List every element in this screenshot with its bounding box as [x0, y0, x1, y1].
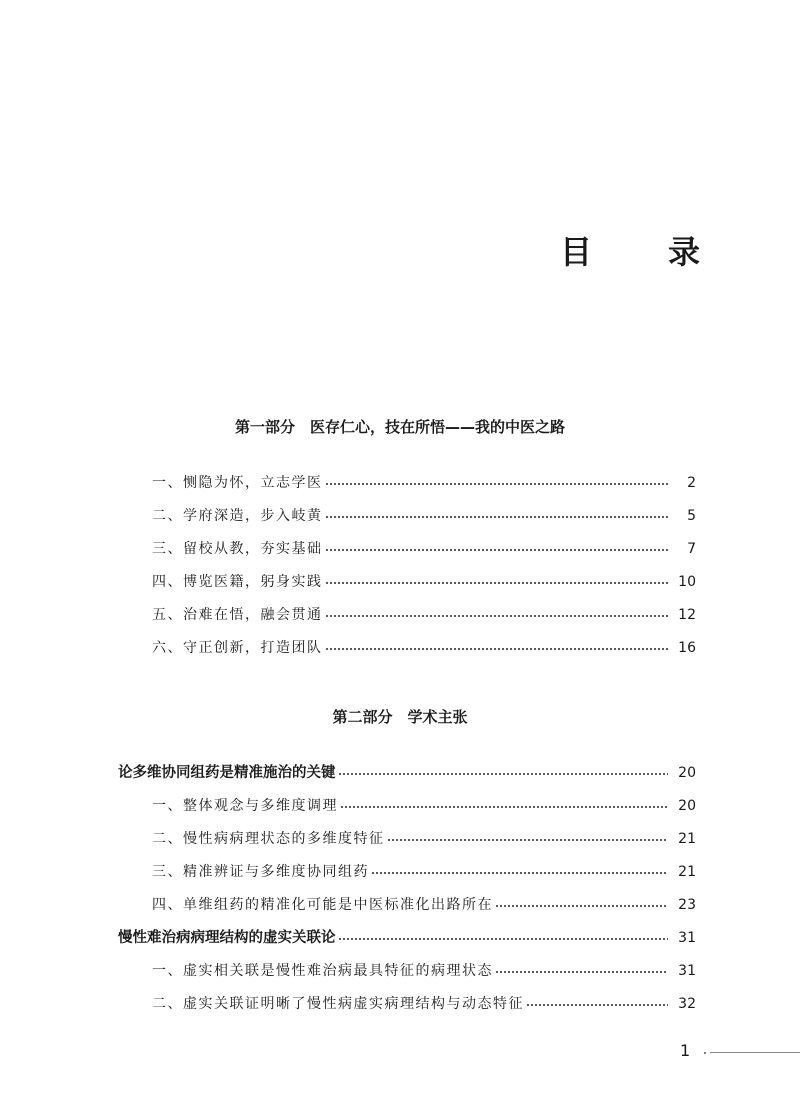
toc-entry[interactable]: [152, 472, 696, 494]
toc-entry-page: 31: [678, 930, 696, 946]
toc-entry-title: 四、博览医籍，躬身实践: [152, 574, 323, 590]
toc-entry-page: 21: [678, 831, 696, 847]
toc-entry[interactable]: [152, 861, 696, 883]
toc-entry-page: 2: [687, 475, 696, 491]
toc-entry[interactable]: [152, 828, 696, 850]
part2-heading: 第二部分 学术主张: [332, 708, 468, 726]
toc-entry-title: 二、慢性病病理状态的多维度特征: [152, 831, 385, 847]
toc-entry-page: 5: [687, 508, 696, 524]
dot-leader: [325, 579, 669, 587]
toc-entry-page: 31: [678, 963, 696, 979]
toc-entry-title: 三、精准辨证与多维度协同组药: [152, 864, 369, 880]
dot-leader: [495, 902, 668, 910]
toc-entry-page: 12: [678, 607, 696, 623]
toc-entry-title: 一、虚实相关联是慢性难治病最具特征的病理状态: [152, 963, 493, 979]
dot-leader: [325, 612, 669, 620]
toc-entry[interactable]: [152, 604, 696, 626]
toc-entry-title: 四、单维组药的精准化可能是中医标准化出路所在: [152, 897, 493, 913]
footer-rule: [710, 1052, 800, 1053]
toc-entry[interactable]: [152, 894, 696, 916]
dot-leader: [325, 546, 669, 554]
toc-entry-title: 五、治难在悟，融会贯通: [152, 607, 323, 623]
toc-entry[interactable]: [152, 993, 696, 1015]
toc-entry-page: 21: [678, 864, 696, 880]
footer-dot: [704, 1052, 706, 1054]
toc-entry[interactable]: [152, 637, 696, 659]
toc-entry-title: 一、整体观念与多维度调理: [152, 798, 338, 814]
toc-entry-page: 16: [678, 640, 696, 656]
toc-entry-title: 二、学府深造，步入岐黄: [152, 508, 323, 524]
page-title: 目 录: [560, 233, 723, 271]
toc-entry-title: 一、恻隐为怀，立志学医: [152, 475, 323, 491]
toc-entry[interactable]: [152, 505, 696, 527]
toc-entry[interactable]: [152, 538, 696, 560]
toc-entry-title: 六、守正创新，打造团队: [152, 640, 323, 656]
toc-chapter[interactable]: [118, 762, 696, 784]
dot-leader: [325, 513, 669, 521]
dot-leader: [325, 480, 669, 488]
toc-entry-title: 二、虚实关联证明晰了慢性病虚实病理结构与动态特征: [152, 996, 524, 1012]
dot-leader: [495, 968, 668, 976]
toc-entry-page: 23: [678, 897, 696, 913]
dot-leader: [387, 836, 669, 844]
toc-entry[interactable]: [152, 571, 696, 593]
footer-page-number: 1: [680, 1041, 691, 1060]
toc-entry-page: 20: [678, 765, 696, 781]
toc-chapter-title: 论多维协同组药是精准施治的关键: [118, 765, 336, 781]
dot-leader: [526, 1001, 668, 1009]
dot-leader: [338, 770, 669, 778]
toc-entry-page: 7: [687, 541, 696, 557]
toc-entry[interactable]: [152, 960, 696, 982]
toc-entry-page: 10: [678, 574, 696, 590]
toc-entry-page: 20: [678, 798, 696, 814]
dot-leader: [338, 935, 669, 943]
dot-leader: [340, 803, 668, 811]
dot-leader: [371, 869, 668, 877]
toc-chapter-title: 慢性难治病病理结构的虚实关联论: [118, 930, 336, 946]
toc-entry-page: 32: [678, 996, 696, 1012]
dot-leader: [325, 645, 669, 653]
toc-entry[interactable]: [152, 795, 696, 817]
toc-chapter[interactable]: [118, 927, 696, 949]
toc-entry-title: 三、留校从教，夯实基础: [152, 541, 323, 557]
part1-heading: 第一部分 医存仁心，技在所悟——我的中医之路: [234, 418, 565, 436]
